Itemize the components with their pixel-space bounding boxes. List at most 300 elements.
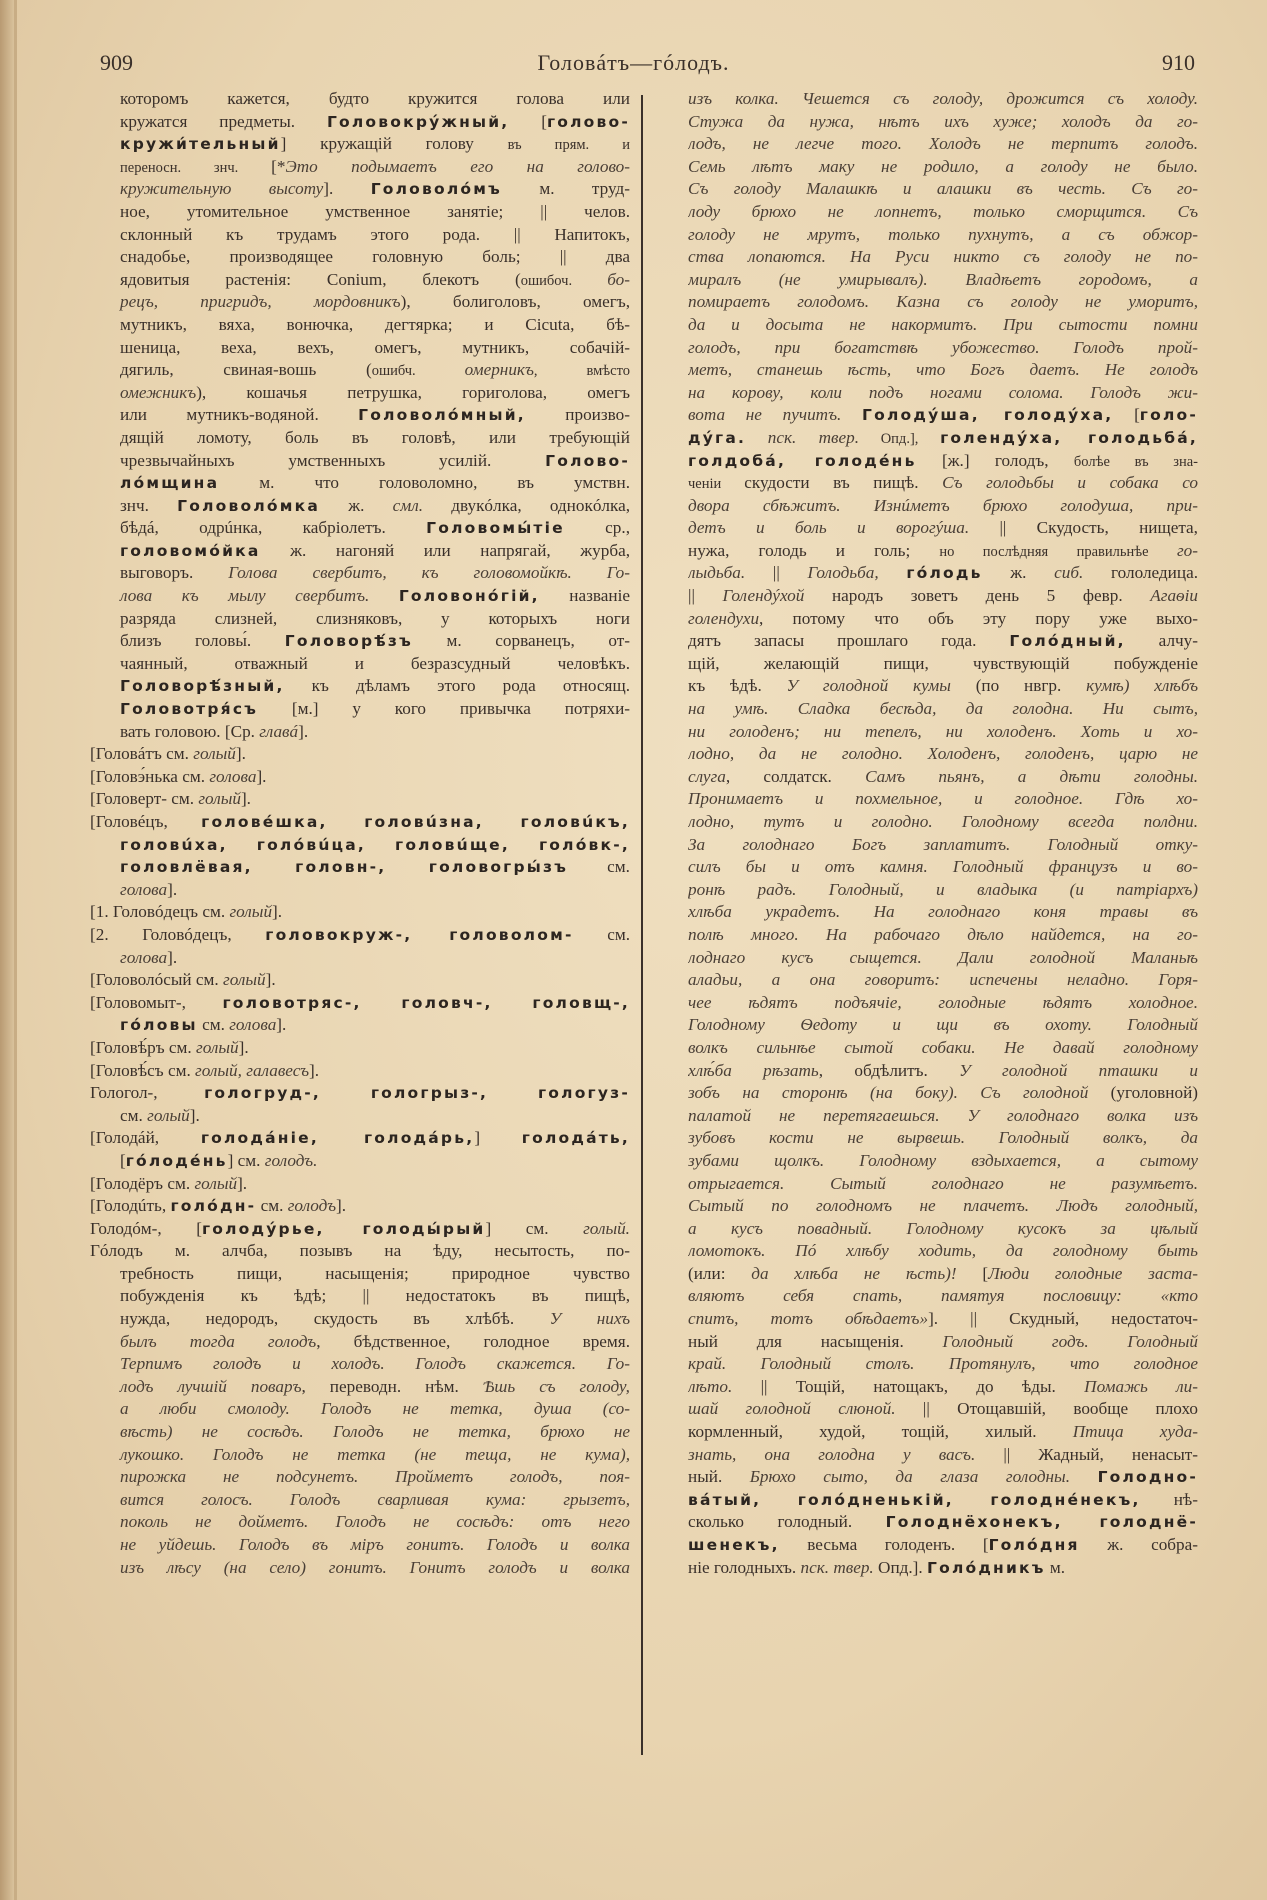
text-line: [90, 608, 630, 631]
headword-text: головлёвая, головн-, головогры́зъ: [120, 858, 569, 877]
roman-text: м. что головоломно, въ умствн.: [219, 473, 630, 493]
italic-example-text: У голодной пташки и: [959, 1060, 1198, 1080]
text-line: [688, 427, 1198, 450]
roman-text: вать головою. [Ср.: [120, 721, 260, 741]
headword-text: Головокрýжный,: [326, 112, 510, 131]
text-line: [90, 834, 630, 857]
text-line: [90, 1557, 630, 1580]
roman-text: которомъ кажется, будто кружится голова или: [120, 89, 630, 108]
roman-text: м. сорванецъ, от-: [412, 631, 630, 651]
roman-text: чрезвычайныхъ умственныхъ усилій.: [120, 450, 546, 470]
roman-text: [: [509, 111, 547, 131]
italic-example-text: голый: [198, 789, 241, 809]
italic-example-text: За голоднаго Богъ заплатитъ. Голодный отку-: [688, 834, 1198, 854]
roman-text: ||: [688, 586, 723, 606]
italic-example-text: главá: [259, 721, 299, 741]
text-line: [688, 1557, 1198, 1580]
headword-text: Головолóмъ: [370, 180, 502, 199]
roman-text: [879, 563, 907, 582]
text-line: [90, 404, 630, 427]
headword-text: Голодýша, голодýха,: [862, 406, 1114, 425]
italic-example-text: лодно, да не голодно. Холоденъ, голоденъ, царю не: [688, 744, 1198, 764]
italic-example-text: Семь лѣтъ маку не родило, а голоду не было.: [688, 156, 1198, 176]
roman-text: ].: [189, 1105, 200, 1125]
text-line: [688, 1489, 1198, 1512]
text-line: [688, 1195, 1198, 1218]
italic-example-text: былъ тогда голодъ: [120, 1331, 317, 1351]
text-line: [90, 382, 630, 405]
roman-text: (по нвгр.: [950, 676, 1087, 696]
roman-text: или мутникъ-водяной.: [120, 405, 359, 425]
text-line: [688, 1263, 1198, 1286]
roman-text: ное, утомительное умственное занятіе; || челов.: [120, 201, 630, 221]
roman-text: || Отощавшій, вообще плохо: [895, 1399, 1198, 1419]
roman-text: бѣдá, одрúнка, кабріолетъ.: [120, 518, 427, 538]
roman-text: Гологол-,: [90, 1083, 205, 1103]
text-line: [688, 1150, 1198, 1173]
text-line: [688, 608, 1198, 631]
roman-text: мутникъ, вяха, вонючка, дегтярка; и Cicuta, бѣ-: [120, 314, 630, 334]
text-line: [90, 314, 630, 337]
text-line: [688, 698, 1198, 721]
text-line: [90, 540, 630, 563]
text-line: [688, 1376, 1198, 1399]
text-line: [90, 562, 630, 585]
italic-example-text: зобъ на сторонѣ (на боку). Съ голодной: [688, 1083, 1089, 1103]
headword-text: Головолóмка: [177, 496, 320, 515]
text-line: [688, 246, 1198, 269]
headword-text: Головомы́тіе: [426, 519, 565, 538]
italic-example-text: голова: [209, 766, 257, 786]
text-line: [688, 992, 1198, 1015]
roman-text: ].: [309, 1060, 320, 1080]
roman-text: ж.: [982, 563, 1055, 583]
italic-example-text: голый: [147, 1105, 190, 1125]
text-line: [90, 359, 630, 382]
small-text: ченіи: [688, 476, 745, 493]
headword-text: дýга.: [688, 428, 747, 447]
roman-text: [Голодёръ см.: [90, 1173, 195, 1193]
text-line: [688, 1173, 1198, 1196]
text-line: [90, 1127, 630, 1150]
text-line: [90, 811, 630, 834]
italic-example-text: на умѣ. Сладка бесѣда, да голодна. Ни сытъ,: [688, 699, 1198, 719]
italic-example-text: хлѣ́ба рѣзать: [688, 1060, 819, 1080]
small-text: , вмѣсто: [533, 363, 630, 380]
text-line: [688, 969, 1198, 992]
italic-example-text: метъ, станешь ѣсть, что Богъ даетъ. Не голодъ: [688, 360, 1198, 380]
roman-text: см.: [573, 924, 630, 944]
text-line: [90, 924, 630, 947]
italic-example-text: пск. твер.: [800, 1557, 874, 1577]
roman-text: см.: [568, 857, 630, 877]
roman-text: сколько голодный.: [688, 1512, 886, 1532]
text-line: [90, 1489, 630, 1512]
italic-example-text: не уйдешь. Голодъ въ міръ гонитъ. Голодъ и волка: [120, 1535, 630, 1554]
headword-text: Голово-: [545, 451, 630, 470]
italic-example-text: чее ѣдятъ подъячіе, голодные ѣдятъ холодное.: [688, 992, 1198, 1012]
text-line: [90, 337, 630, 360]
text-line: [90, 969, 630, 992]
roman-text: [Головолóсый см.: [90, 970, 223, 990]
headword-text: гóлодь: [906, 564, 983, 583]
italic-example-text: изъ лѣсу (на село) гонитъ. Гонитъ голодъ и волка: [120, 1557, 630, 1577]
headword-text: Головонóгій,: [398, 587, 540, 606]
roman-text: названіе: [539, 586, 630, 606]
italic-example-text: Голендýхой: [722, 586, 805, 606]
roman-text: ].: [265, 970, 276, 990]
italic-example-text: да и досыта не накормитъ. При сытости помни: [688, 314, 1198, 334]
text-line: [688, 111, 1198, 134]
headword-text: Головолóмный,: [358, 406, 526, 425]
text-line: [688, 924, 1198, 947]
roman-text: алчу-: [1125, 631, 1198, 651]
headword-text: гóлодéнь: [125, 1151, 228, 1170]
text-line: [688, 743, 1198, 766]
text-line: [90, 1105, 630, 1128]
text-line: [90, 1195, 630, 1218]
italic-example-text: зубами щолкъ. Голодному вздыхается, а сытому: [688, 1150, 1198, 1170]
headword-text: головотряс-, головч-, головщ-,: [222, 993, 630, 1012]
roman-text: ].: [323, 179, 371, 199]
roman-text: ].: [167, 947, 178, 967]
roman-text: двукóлка, однокóлка,: [423, 495, 630, 515]
text-line: [90, 992, 630, 1015]
headword-text: Головотря́съ: [120, 700, 259, 719]
italic-example-text: Агаѳіи: [1150, 586, 1198, 606]
text-line: [688, 834, 1198, 857]
italic-example-text: бо-: [607, 269, 630, 289]
italic-example-text: лодно, тутъ и голодно. Голодному всегда полдни.: [688, 812, 1198, 831]
text-line: [90, 450, 630, 473]
small-text: ошибч.: [371, 363, 465, 380]
text-line: [688, 585, 1198, 608]
headword-text: шенекъ,: [688, 1536, 780, 1554]
headword-text: голо-: [1139, 406, 1198, 425]
roman-text: чаянный, отважный и безразсудный человѣкъ.: [120, 653, 630, 673]
text-line: [688, 1218, 1198, 1241]
italic-example-text: голова: [120, 879, 168, 899]
italic-example-text: Помажь ли-: [1084, 1376, 1198, 1396]
roman-text: дящій ломоту, боль въ головѣ, или требующій: [120, 427, 630, 447]
roman-text: ] кружащій голову: [280, 134, 508, 154]
italic-example-text: Терпимъ голодъ и холодъ. Голодъ скажется. Го-: [120, 1354, 630, 1374]
roman-text: [2. Головóдецъ,: [90, 924, 266, 944]
text-line: [688, 1105, 1198, 1128]
text-line: [90, 1308, 630, 1331]
roman-text: см.: [197, 1015, 230, 1035]
italic-example-text: на корову, коли подъ ногами солома. Голодъ жи-: [688, 382, 1198, 402]
roman-text: къ ѣдѣ.: [688, 676, 787, 696]
roman-text: нужа, голодь и голь;: [688, 540, 940, 560]
italic-example-text: голый: [196, 1037, 239, 1057]
headword-text: Голоднёхонекъ, голоднё-: [885, 1513, 1198, 1532]
italic-example-text: край. Голодный столъ. Протянулъ, что голодное: [688, 1354, 1198, 1374]
italic-example-text: голый, галавесъ: [195, 1060, 310, 1080]
headword-text: голодáніе, голодáрь,: [200, 1129, 475, 1148]
headword-text: голово-: [546, 112, 630, 131]
text-line: [688, 1398, 1198, 1421]
italic-example-text: лоднаго кусъ сыщется. Дали голодной Маланьѣ: [688, 947, 1198, 967]
roman-text: ж. собра-: [1079, 1535, 1198, 1554]
italic-example-text: омерникъ: [464, 360, 534, 380]
headword-text: голодáть,: [521, 1129, 630, 1148]
text-line: [90, 1466, 630, 1489]
italic-example-text: вляютъ себя спать, памятуя пословицу: «кто: [688, 1286, 1198, 1306]
roman-text: [: [1113, 405, 1140, 425]
roman-text: , потому что объ эту пору уже выхо-: [759, 608, 1198, 628]
running-head: Головáтъ—гóлодъ.: [537, 50, 730, 75]
italic-example-text: У нихъ: [549, 1309, 630, 1329]
roman-text: ядовитыя растенія: Conium, блекотъ (: [120, 269, 521, 289]
italic-example-text: отрыгается. Сытый голоднаго не разумѣетъ.: [688, 1173, 1198, 1193]
text-line: [688, 1014, 1198, 1037]
text-line: [90, 1511, 630, 1534]
text-line: [90, 246, 630, 269]
roman-text: ].: [238, 1037, 249, 1057]
italic-example-text: лова къ мылу свербитъ.: [120, 586, 399, 606]
roman-text: разряда слизней, слизняковъ, у которыхъ ноги: [120, 608, 630, 628]
roman-text: [: [120, 1150, 126, 1170]
italic-example-text: Съ голодьбы и собака со: [942, 473, 1198, 493]
headword-text: голодýрье, голоды́рый: [201, 1219, 486, 1238]
headword-text: Голодно-: [1097, 1468, 1198, 1487]
text-line: [688, 224, 1198, 247]
headword-text: Голóдный,: [1009, 632, 1126, 651]
text-line: [90, 947, 630, 970]
italic-example-text: слуга: [688, 766, 726, 786]
italic-example-text: помираетъ голодомъ. Казна съ голоду не уморитъ,: [688, 292, 1198, 312]
roman-text: ].: [235, 744, 246, 764]
text-line: [688, 1082, 1198, 1105]
text-line: [90, 472, 630, 495]
text-line: [90, 1082, 630, 1105]
italic-example-text: миралъ (не умирывалъ). Владѣетъ городомъ, а: [688, 269, 1198, 289]
text-line: [688, 382, 1198, 405]
italic-example-text: кружительную высоту: [120, 179, 324, 199]
headword-text: гологруд-, гологрыз-, гологуз-: [204, 1084, 630, 1103]
roman-text: [Головáтъ см.: [90, 744, 194, 764]
text-line: [90, 675, 630, 698]
roman-text: [1. Головóдецъ см.: [90, 902, 230, 922]
roman-text: ].: [272, 902, 283, 922]
text-line: [688, 404, 1198, 427]
roman-text: побужденія къ ѣдѣ; || недостатокъ въ пищѣ,: [120, 1286, 630, 1306]
text-line: [688, 178, 1198, 201]
headword-text: голдобá, голодéнь: [688, 451, 917, 470]
text-line: [90, 879, 630, 902]
text-line: [90, 585, 630, 608]
headword-text: лóмщина: [120, 474, 220, 493]
roman-text: || Жадный, ненасыт-: [975, 1444, 1198, 1464]
text-line: [90, 517, 630, 540]
italic-example-text: полѣ много. На рабочаго дѣло найдется, на го-: [688, 924, 1198, 944]
roman-text: скудости въ пищѣ.: [744, 473, 943, 493]
text-line: [90, 1376, 630, 1399]
roman-text: [Головомыт-,: [90, 992, 223, 1012]
headword-text: гóловы: [120, 1016, 198, 1035]
text-line: [90, 856, 630, 879]
italic-example-text: хлѣба украдетъ. На голоднаго коня травы въ: [688, 902, 1198, 922]
text-line: [688, 1511, 1198, 1534]
italic-example-text: Это подымаетъ его на голово-: [285, 156, 630, 176]
text-line: [688, 1308, 1198, 1331]
headword-text: голендýха, голодьбá,: [940, 428, 1198, 447]
roman-text: Голодóм-, [: [90, 1218, 202, 1238]
text-line: [688, 472, 1198, 495]
italic-example-text: поколь не дойметъ. Голодъ не сосѣдъ: отъ него: [120, 1512, 630, 1532]
roman-text: [Головерт- см.: [90, 789, 199, 809]
text-line: [688, 291, 1198, 314]
text-line: [688, 450, 1198, 473]
roman-text: ].: [167, 879, 178, 899]
italic-example-text: голова: [229, 1015, 277, 1035]
roman-text: гололедица.: [1083, 563, 1198, 583]
italic-example-text: голова: [120, 947, 168, 967]
roman-text: дягиль, свиная-вошь (: [120, 360, 372, 380]
page-binding: [0, 0, 14, 1900]
text-line: [90, 1150, 630, 1173]
italic-example-text: ства лопаются. На Руси никто съ голоду не по-: [688, 247, 1198, 267]
italic-example-text: вѣсть) не сосѣдъ. Голодъ не тетка, брюхо не: [120, 1422, 630, 1442]
italic-example-text: вота не пучитъ.: [688, 405, 863, 425]
italic-example-text: го-: [1176, 540, 1198, 560]
text-line: [90, 156, 630, 179]
roman-text: Гóлодъ м. алчба, позывъ на ѣду, несытость, по-: [90, 1241, 630, 1261]
roman-text: || Скудость, нищета,: [969, 518, 1198, 538]
text-line: [90, 721, 630, 744]
text-line: [90, 1398, 630, 1421]
roman-text: нѣ-: [1140, 1489, 1198, 1509]
text-line: [688, 879, 1198, 902]
left-column: [90, 88, 630, 1579]
text-line: [688, 630, 1198, 653]
small-text: въ прям. и: [507, 137, 630, 154]
roman-text: ), болиголовъ, омегъ,: [400, 292, 630, 312]
text-line: [90, 88, 630, 111]
text-line: [688, 1127, 1198, 1150]
roman-text: ж.: [320, 495, 393, 515]
italic-example-text: смл.: [392, 495, 423, 515]
roman-text: , солдатск.: [725, 766, 866, 786]
italic-example-text: знать, она голодна у васъ.: [688, 1444, 976, 1464]
italic-example-text: изъ колка. Чешется съ голоду, дрожится съ холоду.: [688, 89, 1198, 108]
column-divider: [641, 95, 643, 1755]
roman-text: произво-: [525, 405, 630, 425]
italic-example-text: волкъ сильнѣе сытой собаки. Не давай голодному: [688, 1037, 1198, 1057]
italic-example-text: лукошко. Голодъ не тетка (не теща, не кума),: [120, 1444, 630, 1464]
text-line: [688, 653, 1198, 676]
roman-text: [Головэ́нька см.: [90, 766, 210, 786]
italic-example-text: пирожка не подсунетъ. Пройметъ голодъ, поя-: [120, 1467, 630, 1487]
right-column: [688, 88, 1198, 1579]
roman-text: ].: [276, 1015, 287, 1035]
text-line: [90, 495, 630, 518]
roman-text: см.: [120, 1105, 148, 1125]
italic-example-text: Голова свербитъ, къ головомойкѣ. Го-: [228, 563, 630, 583]
italic-example-text: омежникъ: [120, 382, 197, 402]
roman-text: близъ головы́.: [120, 631, 285, 651]
text-line: [688, 201, 1198, 224]
roman-text: [Головѣ́ръ см.: [90, 1037, 197, 1057]
text-line: [90, 1534, 630, 1557]
roman-text: [1129, 676, 1154, 695]
italic-example-text: аладьи, а она говоритъ: испечены неладно. Горя-: [688, 970, 1198, 990]
text-line: [688, 88, 1198, 111]
roman-text: весьма голоденъ. [: [779, 1535, 989, 1554]
text-line: [90, 630, 630, 653]
italic-example-text: сиб.: [1054, 563, 1084, 583]
text-line: [90, 224, 630, 247]
text-line: [90, 743, 630, 766]
italic-example-text: Голодьба,: [807, 563, 879, 583]
italic-example-text: голый: [194, 1173, 238, 1193]
small-text: Опд.],: [859, 430, 941, 447]
headword-text: кружи́тельный: [120, 135, 281, 154]
roman-text: ]: [474, 1128, 522, 1148]
text-line: [688, 721, 1198, 744]
text-line: [688, 495, 1198, 518]
text-line: [90, 427, 630, 450]
roman-text: , переводн. нѣм.: [301, 1376, 483, 1396]
text-line: [90, 1353, 630, 1376]
italic-example-text: Голодный годъ. Голодный: [942, 1331, 1198, 1351]
roman-text: (уголовной): [1088, 1083, 1198, 1103]
italic-example-text: голый: [223, 970, 266, 990]
roman-text: ж. нагоняй или напрягай, журба,: [260, 540, 630, 560]
roman-text: шеница, веха, вехъ, омегъ, мутникъ, собачій-: [120, 337, 630, 357]
text-line: [90, 111, 630, 134]
text-line: [688, 1240, 1198, 1263]
italic-example-text: ни голоденъ; ни тепелъ, ни холоденъ. Хоть и хо-: [688, 721, 1198, 741]
roman-text: выговоръ.: [120, 563, 229, 583]
small-text: [746, 431, 768, 447]
headword-text: Головорѣ́зный,: [120, 677, 285, 696]
roman-text: , обдѣлитъ.: [818, 1060, 960, 1080]
italic-example-text: силъ бы и отъ камня. Голодный французъ и во-: [688, 857, 1198, 877]
roman-text: кормленный, худой, тощій, хилый.: [688, 1422, 1073, 1442]
text-line: [90, 1014, 630, 1037]
roman-text: ный.: [688, 1467, 750, 1487]
roman-text: ]. || Скудный, недостаточ-: [928, 1309, 1198, 1329]
text-line: [90, 653, 630, 676]
text-line: [688, 269, 1198, 292]
italic-example-text: голый: [193, 744, 236, 764]
text-line: [688, 766, 1198, 789]
italic-example-text: ронѣ радъ. Голодный, и владыка (и патріархъ): [688, 879, 1198, 899]
headword-text: голóдн-: [170, 1197, 257, 1216]
text-line: [688, 1353, 1198, 1376]
italic-example-text: У голодной кумы: [786, 676, 951, 696]
small-text: переносн. знч.: [120, 159, 272, 176]
italic-example-text: голый: [229, 902, 273, 922]
page-edge: [14, 0, 17, 1900]
text-line: [90, 1331, 630, 1354]
roman-text: ніе голодныхъ.: [688, 1557, 801, 1577]
text-line: [688, 337, 1198, 360]
roman-text: ] см.: [227, 1150, 265, 1170]
italic-example-text: лоду брюхо не лопнетъ, только сморщится. Съ: [688, 201, 1198, 221]
italic-example-text: шай голодной слюной.: [688, 1399, 896, 1419]
roman-text: [*: [271, 156, 286, 176]
text-line: [688, 1285, 1198, 1308]
italic-example-text: лѣто.: [688, 1376, 733, 1396]
text-line: [688, 1060, 1198, 1083]
roman-text: (или:: [688, 1263, 752, 1283]
italic-example-text: лодъ лучшій поваръ: [120, 1376, 302, 1396]
italic-example-text: Стужа да нужа, нѣтъ ихъ хуже; холодъ да го-: [688, 111, 1198, 131]
italic-example-text: голендухи: [688, 608, 760, 628]
